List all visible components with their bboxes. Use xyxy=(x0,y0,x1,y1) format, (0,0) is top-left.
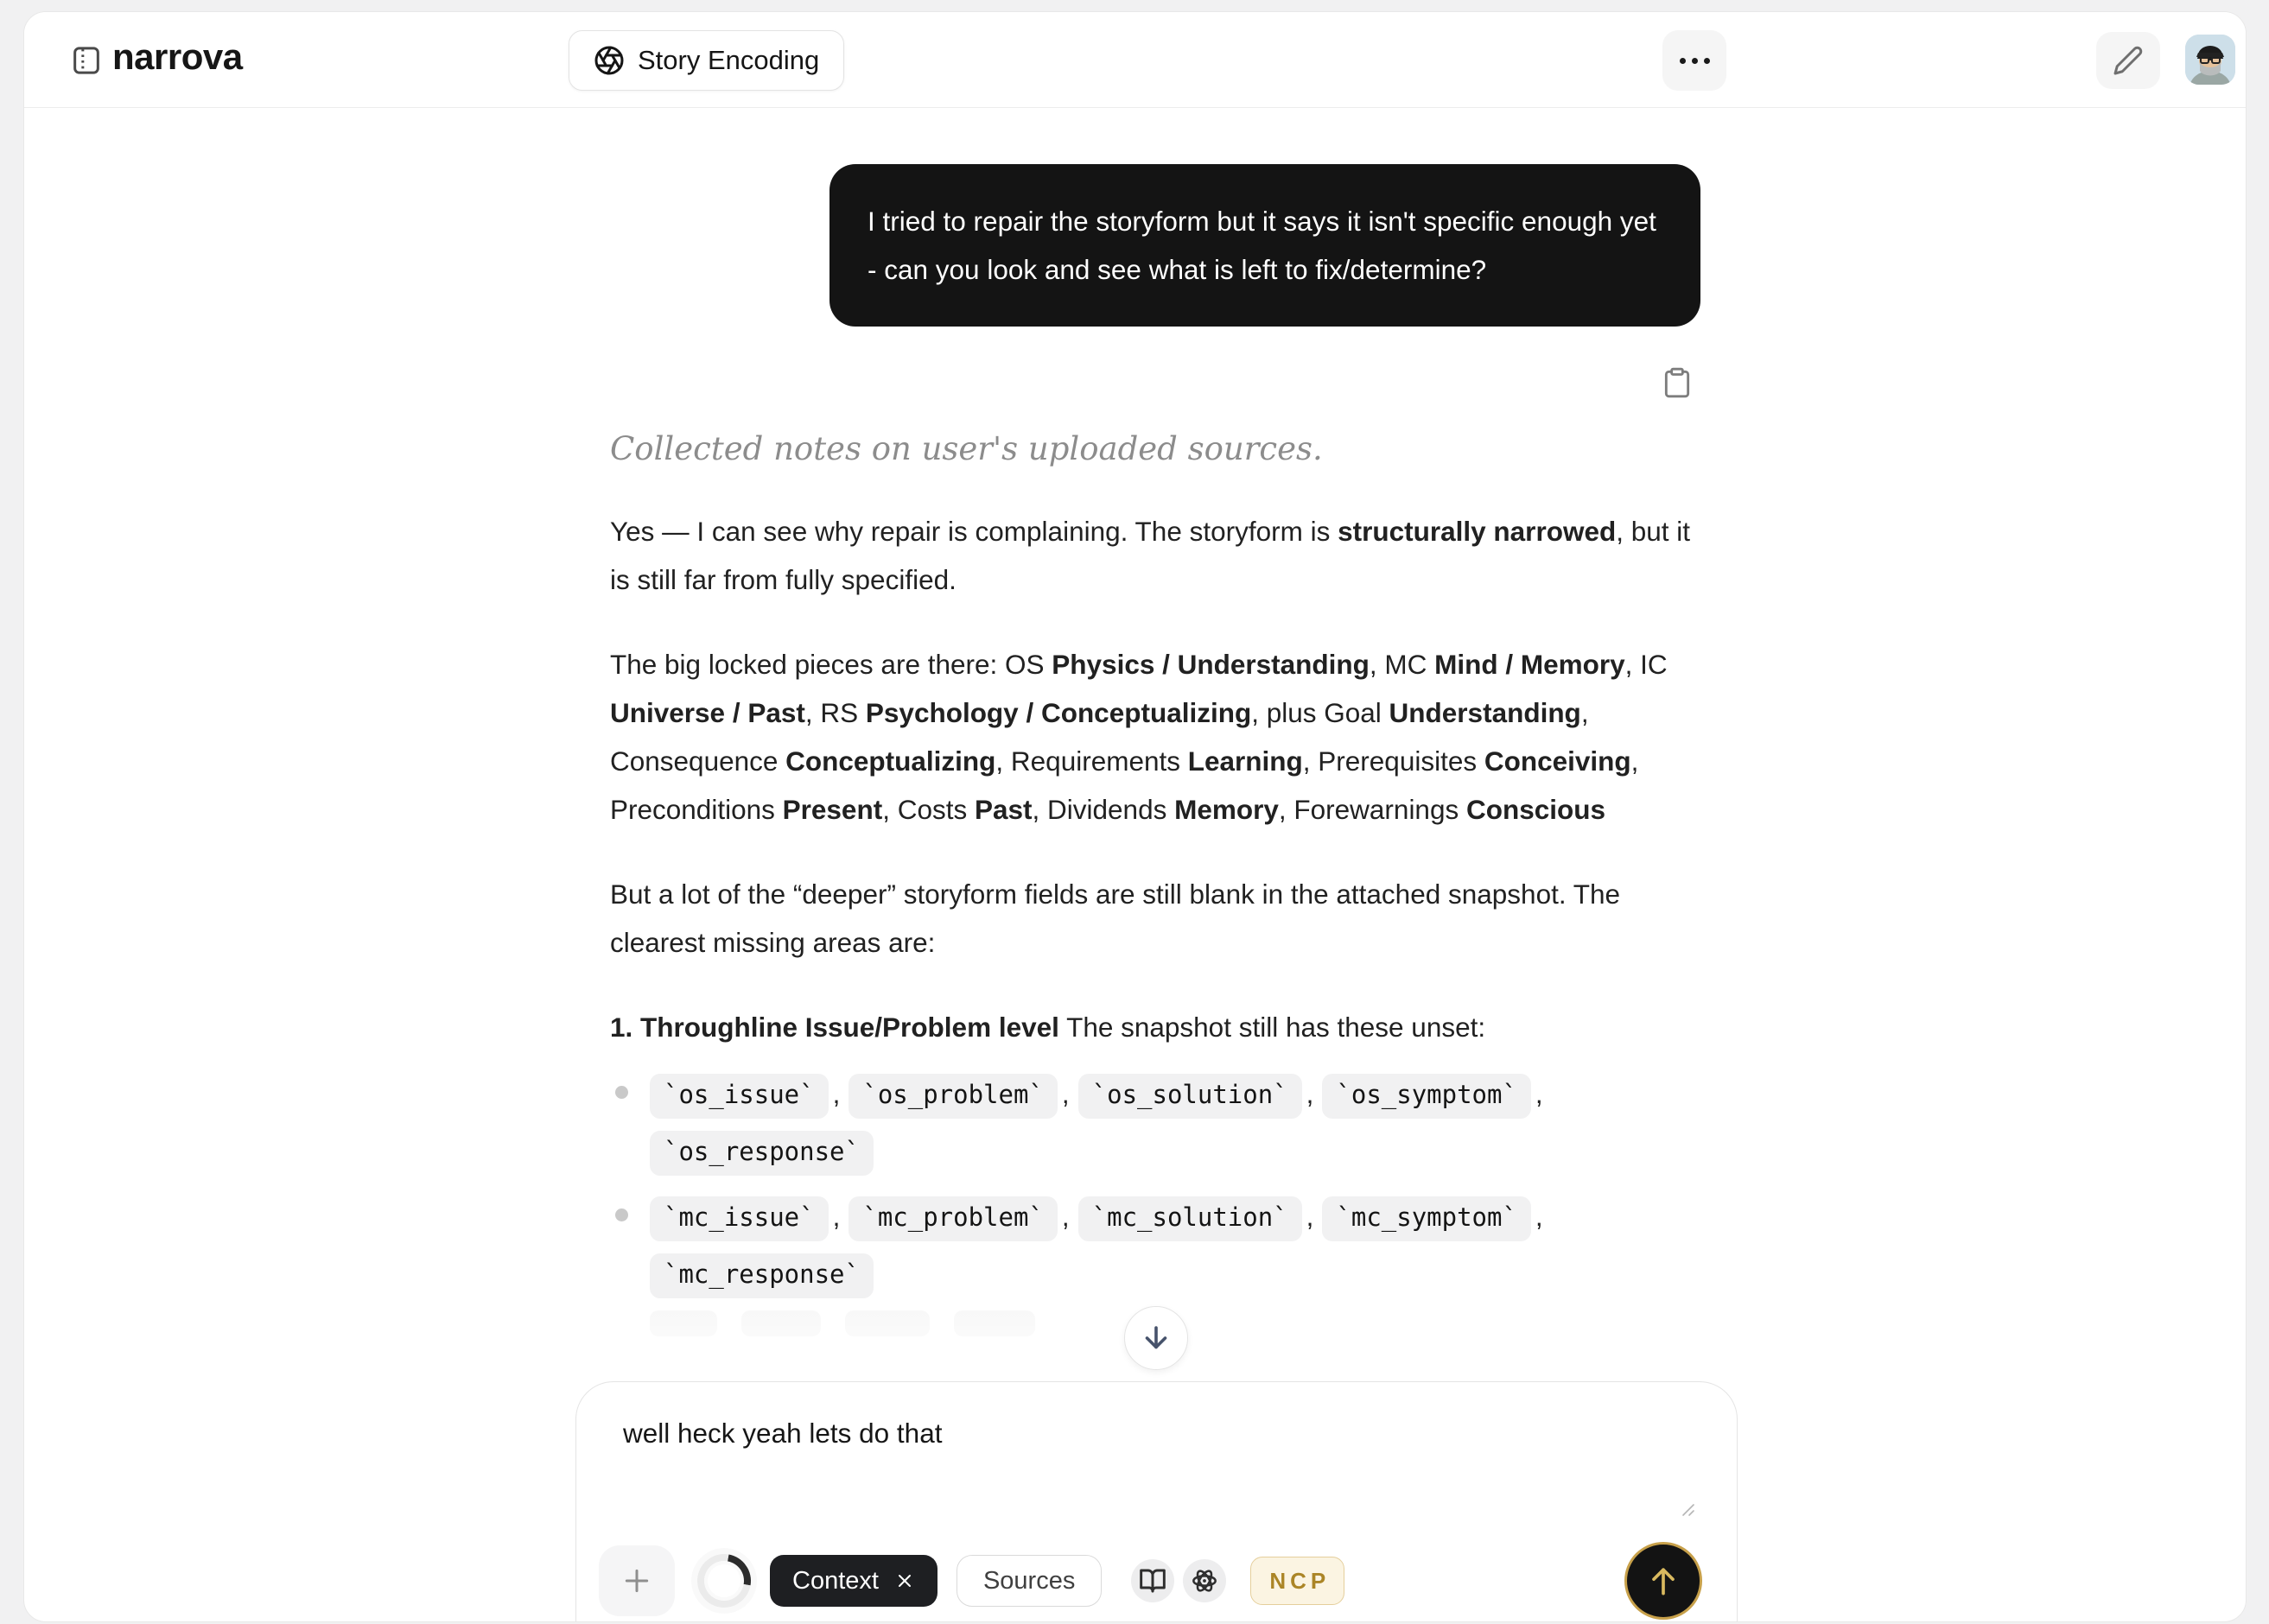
x-icon[interactable] xyxy=(894,1570,915,1591)
app-logo: narrova xyxy=(112,36,243,77)
code-chip: `os_symptom` xyxy=(1322,1074,1531,1119)
send-button[interactable] xyxy=(1624,1542,1702,1620)
code-chip: `mc_issue` xyxy=(650,1196,829,1241)
unset-fields-list xyxy=(610,1065,1700,1302)
code-chip: `os_response` xyxy=(650,1131,874,1176)
pencil-icon xyxy=(2113,45,2144,76)
code-chip: `os_problem` xyxy=(848,1074,1058,1119)
assistant-paragraph: The big locked pieces are there: OS Physics / Understanding, MC Mind / Memory, IC Universe / Past, RS Psychology / Conceptualizing, plus Goal Understanding, Consequence Conceptualizing, Requirements Learning, Prerequisites Conceiving, Preconditions Present, Costs Past, Dividends Memory, Forewarnings Conscious xyxy=(610,649,1668,825)
ellipsis-icon xyxy=(1680,58,1686,64)
sidebar-panel-icon xyxy=(69,43,104,78)
avatar[interactable] xyxy=(2185,35,2235,85)
code-chip: `mc_solution` xyxy=(1078,1196,1302,1241)
aperture-icon xyxy=(594,45,625,76)
app-window xyxy=(23,11,2247,1622)
code-chip: `mc_problem` xyxy=(848,1196,1058,1241)
context-chip[interactable] xyxy=(770,1555,937,1607)
composer-toolbar xyxy=(599,1541,1702,1621)
sources-button[interactable] xyxy=(957,1555,1102,1607)
loading-spinner xyxy=(687,1544,761,1618)
new-chat-button[interactable] xyxy=(2096,32,2160,89)
model-button[interactable] xyxy=(1183,1559,1226,1602)
sources-button-label: Sources xyxy=(982,1566,1076,1595)
message-input[interactable]: well heck yeah lets do that xyxy=(623,1418,943,1449)
atom-icon xyxy=(1191,1567,1218,1595)
list-item: `mc_issue` , `mc_problem` , `mc_solution` , `mc_symptom` ,`mc_response` xyxy=(610,1188,1700,1302)
more-options-button[interactable] xyxy=(1662,30,1726,91)
library-button[interactable] xyxy=(1131,1559,1174,1602)
context-chip-label: Context xyxy=(792,1566,879,1595)
assistant-paragraphs xyxy=(610,507,1700,967)
section-heading: 1. Throughline Issue/Problem level The snapshot still has these unset: xyxy=(610,1012,1486,1043)
resize-handle-icon[interactable] xyxy=(1676,1498,1697,1519)
copy-message-button[interactable] xyxy=(1661,366,1695,401)
sidebar-toggle-button[interactable] xyxy=(66,40,107,81)
code-chip: `os_issue` xyxy=(650,1074,829,1119)
code-chip: `os_solution` xyxy=(1078,1074,1302,1119)
arrow-down-icon xyxy=(1141,1323,1172,1354)
thinking-note: Collected notes on user's uploaded sources. xyxy=(610,430,1323,467)
code-chip: `mc_symptom` xyxy=(1322,1196,1531,1241)
plus-icon xyxy=(620,1564,654,1598)
arrow-up-icon xyxy=(1644,1562,1682,1600)
scroll-to-bottom-button[interactable] xyxy=(1124,1306,1188,1370)
header xyxy=(24,12,2246,108)
book-open-icon xyxy=(1139,1567,1166,1595)
ncp-badge[interactable]: NCP xyxy=(1250,1557,1344,1605)
story-encoding-label: Story Encoding xyxy=(638,45,820,75)
composer xyxy=(575,1381,1738,1622)
assistant-paragraph: Yes — I can see why repair is complaining. The storyform is structurally narrowed, but it is still far from fully specified. xyxy=(610,516,1690,595)
user-message-bubble: I tried to repair the storyform but it says it isn't specific enough yet - can you look and see what is left to fix/determine? xyxy=(829,164,1700,327)
clipboard-icon xyxy=(1661,366,1695,399)
list-item: `os_issue` , `os_problem` , `os_solution` , `os_symptom` ,`os_response` xyxy=(610,1065,1700,1179)
code-chip: `mc_response` xyxy=(650,1253,874,1298)
assistant-message xyxy=(610,430,1700,1336)
add-attachment-button[interactable] xyxy=(599,1545,675,1616)
story-encoding-button[interactable] xyxy=(569,30,844,91)
assistant-paragraph: But a lot of the “deeper” storyform fields are still blank in the attached snapshot. The clearest missing areas are: xyxy=(610,879,1621,958)
